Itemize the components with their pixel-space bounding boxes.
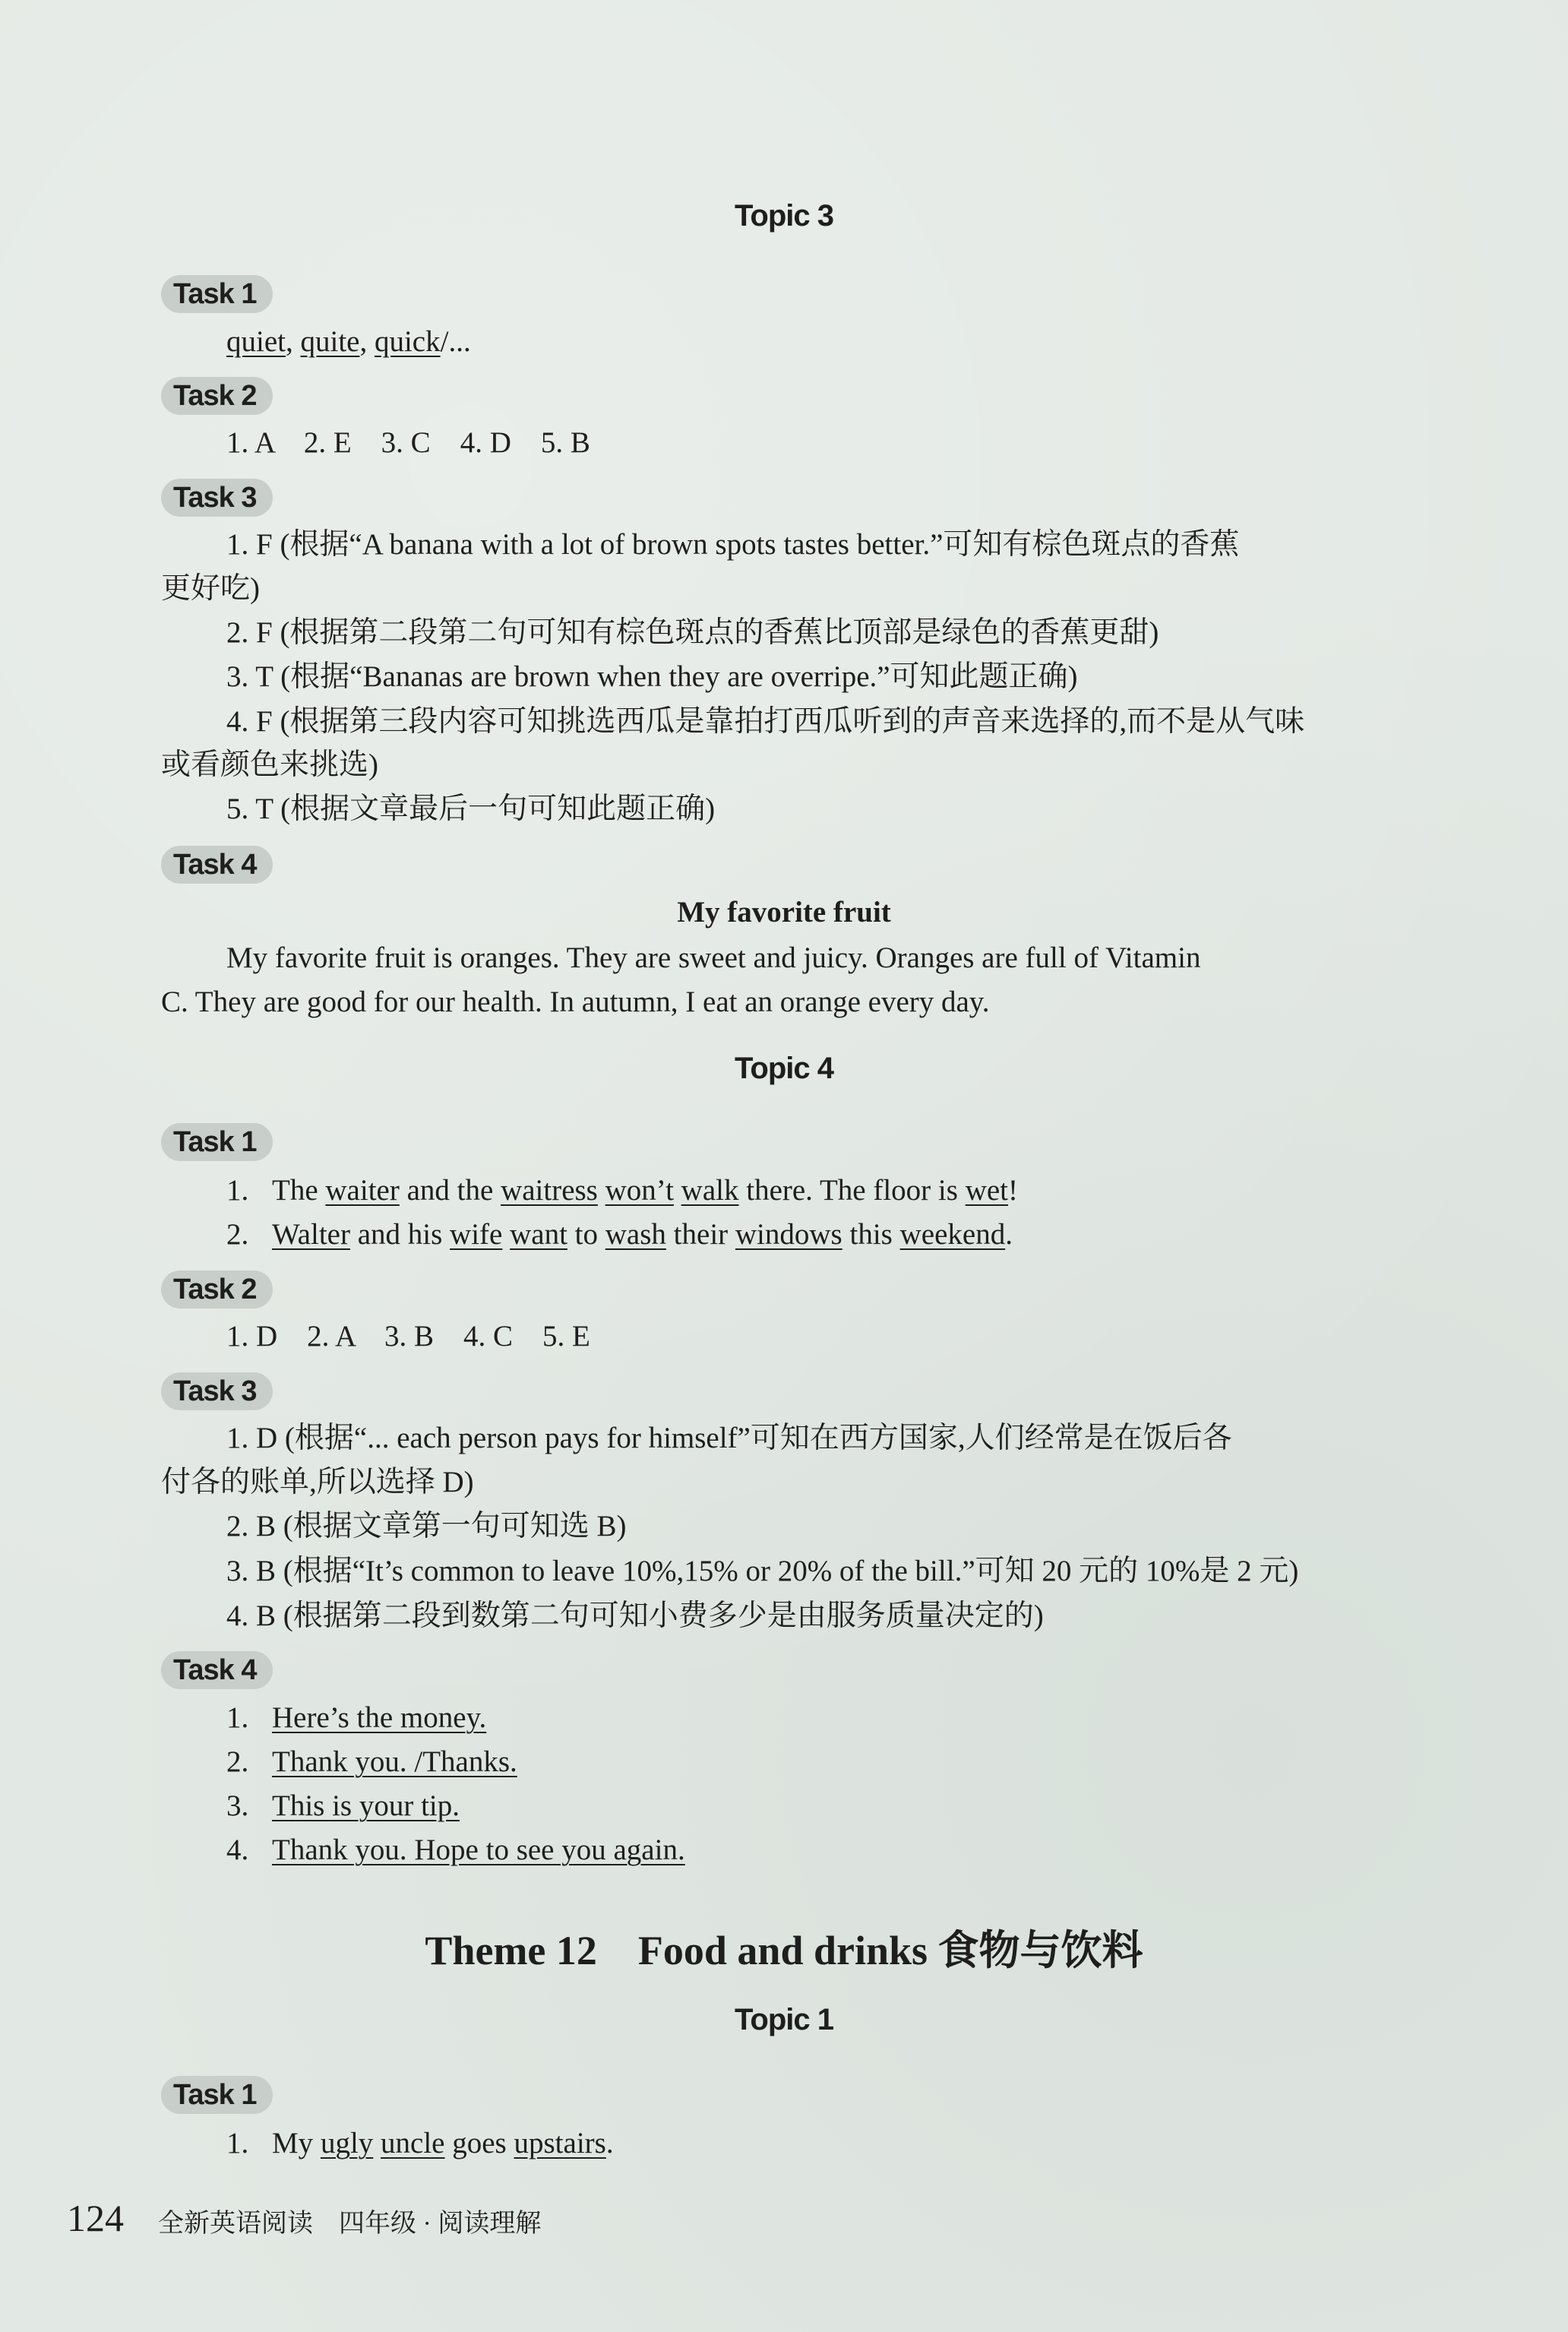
topic4-task4-line (226, 1699, 486, 1737)
underlined-word: walk (681, 1174, 739, 1207)
answer-sentence: Here’s the money. (272, 1701, 487, 1734)
text-part: this (842, 1218, 900, 1251)
topic3-task3-line: 或看颜色来挑选) (161, 748, 378, 781)
topic3-title: Topic 3 (734, 199, 834, 233)
underlined-word: want (510, 1218, 567, 1251)
topic3-task3-line: 4. F (根据第三段内容可知挑选西瓜是靠拍打西瓜听到的声音来选择的,而不是从气味 (226, 705, 1305, 738)
theme12-task1-line1 (226, 2125, 614, 2163)
text-part (598, 1174, 605, 1207)
essay-line: My favorite fruit is oranges. They are sweet and juicy. Oranges are full of Vitamin (226, 941, 1201, 974)
book-title: 全新英语阅读 四年级 · 阅读理解 (158, 2210, 542, 2238)
theme12-topic1-title: Topic 1 (734, 2003, 834, 2036)
underlined-word: waitress (501, 1174, 598, 1207)
underlined-word: won’t (605, 1174, 674, 1207)
topic3-task3-line: 1. F (根据“A banana with a lot of brown spots tastes better.”可知有棕色斑点的香蕉 (226, 528, 1240, 561)
topic4-task1-line1 (226, 1172, 1018, 1210)
text-part: The (272, 1174, 326, 1207)
underlined-word: ugly (320, 2127, 374, 2160)
text-part: to (567, 1218, 605, 1251)
separator: , (359, 325, 375, 358)
topic3-task3-line: 3. T (根据“Bananas are brown when they are overripe.”可知此题正确) (226, 660, 1078, 693)
underlined-word: Walter (272, 1218, 350, 1251)
text-part: and his (349, 1218, 450, 1251)
item-number: 1. (226, 1701, 249, 1734)
topic4-task3-line: 3. B (根据“It’s common to leave 10%,15% or 20% of the bill.”可知 20 元的 10%是 2 元) (226, 1555, 1299, 1587)
topic3-task2-label: Task 2 (161, 377, 273, 415)
topic3-task3-label: Task 3 (161, 479, 273, 517)
text-part: My (272, 2127, 321, 2160)
underlined-word: uncle (381, 2127, 445, 2160)
text-part (674, 1174, 681, 1207)
theme12-task1-label: Task 1 (161, 2076, 273, 2114)
item-number: 3. (226, 1789, 249, 1822)
answer-tail: /... (440, 325, 471, 358)
underlined-word: wash (605, 1218, 666, 1251)
topic4-task1-label: Task 1 (161, 1123, 273, 1161)
text-part: their (665, 1218, 735, 1251)
topic4-task4-line (226, 1743, 517, 1781)
underlined-word: wet (965, 1174, 1008, 1207)
answer-word: quite (300, 325, 360, 358)
underlined-word: waiter (325, 1174, 400, 1207)
topic3-task2-answers: 1. A 2. E 3. C 4. D 5. B (226, 426, 590, 459)
underlined-word: upstairs (514, 2127, 606, 2160)
topic3-task3-line: 2. F (根据第二段第二句可知有棕色斑点的香蕉比顶部是绿色的香蕉更甜) (226, 616, 1159, 649)
topic3-task3-line: 更好吃) (161, 572, 260, 605)
answer-sentence: Thank you. /Thanks. (272, 1745, 517, 1778)
item-number: 4. (226, 1834, 249, 1866)
underlined-word: wife (450, 1218, 503, 1251)
topic4-task1-line2 (226, 1216, 1013, 1254)
theme12-title: Theme 12 Food and drinks 食物与饮料 (425, 1928, 1143, 1973)
answer-word: quiet (226, 325, 286, 358)
item-number: 2. (226, 1218, 249, 1251)
text-part: there. The floor is (738, 1174, 966, 1207)
answer-sentence: Thank you. Hope to see you again. (272, 1834, 685, 1866)
topic4-title: Topic 4 (734, 1052, 834, 1085)
topic3-task1-answer (226, 323, 471, 361)
text-part: and the (399, 1174, 501, 1207)
topic3-task3-line: 5. T (根据文章最后一句可知此题正确) (226, 793, 716, 825)
topic4-task3-line: 1. D (根据“... each person pays for himself”可知在西方国家,人们经常是在饭后各 (226, 1422, 1232, 1454)
topic4-task3-label: Task 3 (161, 1372, 273, 1410)
page-number: 124 (67, 2197, 124, 2239)
topic4-task4-line (226, 1831, 685, 1869)
essay-heading: My favorite fruit (677, 896, 891, 929)
item-number: 1. (226, 1174, 249, 1207)
answer-sentence: This is your tip. (272, 1789, 460, 1822)
item-number: 1. (226, 2127, 249, 2160)
topic3-task1-label: Task 1 (161, 275, 273, 313)
topic4-task3-line: 4. B (根据第二段到数第二句可知小费多少是由服务质量决定的) (226, 1599, 1044, 1632)
item-number: 2. (226, 1745, 249, 1778)
topic4-task2-label: Task 2 (161, 1270, 273, 1308)
text-part (502, 1218, 510, 1251)
text-part: . (1005, 1218, 1013, 1251)
text-part: . (605, 2127, 614, 2160)
topic4-task4-line (226, 1787, 460, 1825)
essay-line: C. They are good for our health. In autumn, I eat an orange every day. (161, 986, 990, 1018)
topic4-task4-label: Task 4 (161, 1651, 273, 1689)
topic3-task4-label: Task 4 (161, 846, 273, 884)
text-part (373, 2127, 381, 2160)
underlined-word: windows (735, 1218, 842, 1251)
answer-word: quick (374, 325, 441, 358)
underlined-word: weekend (899, 1218, 1006, 1251)
topic4-task2-answers: 1. D 2. A 3. B 4. C 5. E (226, 1320, 590, 1353)
topic4-task3-line: 2. B (根据文章第一句可知选 B) (226, 1510, 627, 1543)
separator: , (285, 325, 301, 358)
text-part: goes (444, 2127, 514, 2160)
text-part: ! (1008, 1174, 1018, 1207)
topic4-task3-line: 付各的账单,所以选择 D) (161, 1466, 474, 1498)
